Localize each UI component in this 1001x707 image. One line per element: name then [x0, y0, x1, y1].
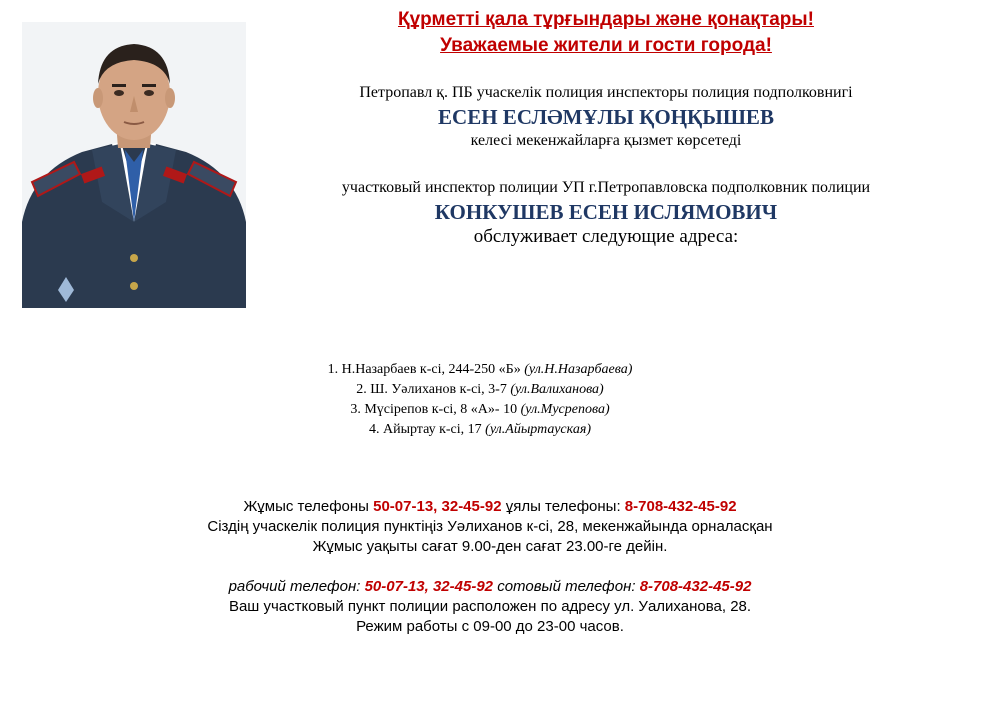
- address-ru: (ул.Валиханова): [510, 382, 604, 397]
- address-kz: 4. Айыртау к-сі, 17: [368, 422, 482, 437]
- intro-kz-line1: Петропавл қ. ПБ учаскелік полиция инспекторы полиция подполковнигі: [359, 84, 853, 101]
- intro-kz-name: ЕСЕН ЕСЛӘМҰЛЫ ҚОҢҚЫШЕВ: [438, 105, 774, 129]
- address-item: [180, 402, 780, 418]
- mobile-phone-label: ұялы телефоны:: [505, 498, 621, 515]
- work-phone-numbers: 50-07-13, 32-45-92: [373, 498, 502, 515]
- contacts-kz-phones: [120, 498, 860, 515]
- address-kz: 2. Ш. Уәлиханов к-сі, 3-7: [356, 382, 507, 397]
- contacts-ru-point: Ваш участковый пункт полиции расположен по адресу ул. Уалиханова, 28.: [228, 598, 752, 615]
- mobile-phone-number: 8-708-432-45-92: [624, 498, 737, 515]
- intro-ru-line1: участковый инспектор полиции УП г.Петропавловска подполковник полиции: [341, 179, 871, 196]
- address-kz: 1. Н.Назарбаев к-сі, 244-250 «Б»: [327, 362, 521, 377]
- mobile-phone-label: сотовый телефон:: [497, 578, 636, 595]
- greeting-kz: Құрметті қала тұрғындары және қонақтары!: [398, 9, 814, 30]
- contacts-kz-hours: Жұмыс уақыты сағат 9.00-ден сағат 23.00-ге дейін.: [312, 538, 668, 555]
- address-item: [180, 362, 780, 378]
- address-kz: 3. Мүсірепов к-сі, 8 «А»- 10: [350, 402, 518, 417]
- contacts-kz-point: Сіздің учаскелік полиция пунктіңіз Уәлиханов к-сі, 28, мекенжайында орналасқан: [207, 518, 773, 535]
- work-phone-label: Жұмыс телефоны: [243, 498, 369, 515]
- contacts-ru-hours: Режим работы с 09-00 до 23-00 часов.: [356, 618, 624, 635]
- contacts-ru-phones: [120, 578, 860, 595]
- mobile-phone-number: 8-708-432-45-92: [639, 578, 752, 595]
- intro-ru-line3: обслуживает следующие адреса:: [473, 226, 739, 247]
- address-item: [180, 422, 780, 438]
- intro-ru-name: КОНКУШЕВ ЕСЕН ИСЛЯМОВИЧ: [434, 200, 778, 224]
- address-item: [180, 382, 780, 398]
- address-ru: (ул.Айыртауская): [485, 422, 592, 437]
- address-ru: (ул.Мусрепова): [520, 402, 610, 417]
- address-ru: (ул.Н.Назарбаева): [524, 362, 633, 377]
- officer-portrait-icon: [22, 22, 246, 308]
- intro-kz-line3: келесі мекенжайларға қызмет көрсетеді: [470, 132, 742, 149]
- greeting-ru: Уважаемые жители и гости города!: [440, 35, 772, 56]
- work-phone-label: рабочий телефон:: [228, 578, 361, 595]
- officer-photo: [22, 22, 246, 308]
- work-phone-numbers: 50-07-13, 32-45-92: [364, 578, 494, 595]
